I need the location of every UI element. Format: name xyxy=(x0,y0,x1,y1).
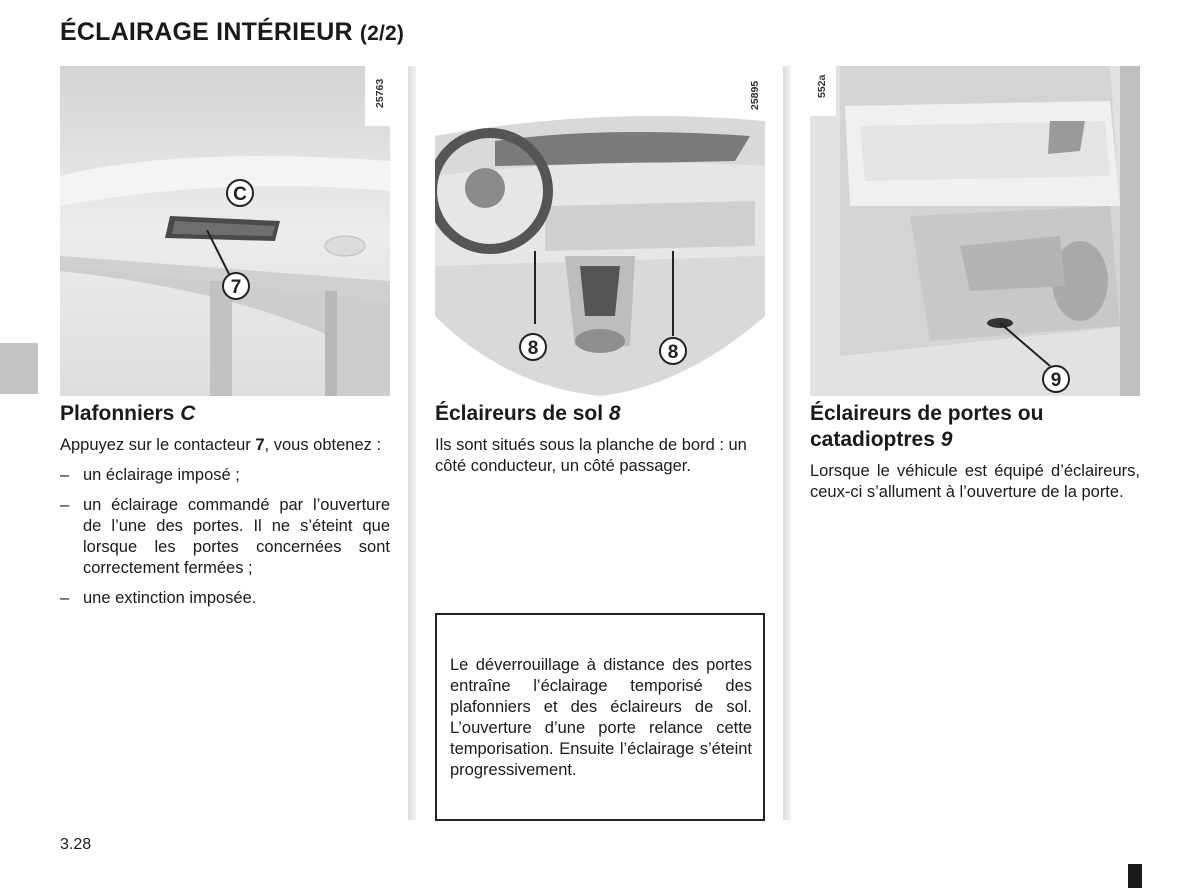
callout-8-label: 8 xyxy=(667,342,679,363)
list-item: – un éclairage commandé par l’ouverture de l’une des portes. Il ne s’éteint que lorsque les portes concernées sont correctement fermées ; xyxy=(60,496,390,577)
chapter-tab-marker xyxy=(0,343,38,394)
figure-reference-code: 25763 xyxy=(374,78,386,108)
section-body-eclaireurs-sol: Ils sont situés sous la planche de bord : un côté conducteur, un côté passager. xyxy=(435,436,747,475)
section-heading-eclaireurs-sol: Éclaireurs de sol 8 xyxy=(435,402,621,425)
figure-reference-code: 25895 xyxy=(749,80,761,110)
intro-paragraph: Appuyez sur le contacteur 7, vous obtenez : xyxy=(60,436,382,454)
section-heading-eclaireurs-portes: Éclaireurs de portes ou catadioptres 9 xyxy=(810,402,1044,451)
figure-reference-code: 552a xyxy=(816,74,828,98)
callout-8-label: 8 xyxy=(527,338,539,359)
section-body-plafonniers xyxy=(60,435,390,609)
figure-open-door xyxy=(810,66,1140,396)
callout-9-label: 9 xyxy=(1050,370,1062,391)
note-box xyxy=(435,613,765,821)
page-title-suffix: (2/2) xyxy=(359,22,405,45)
corner-bar xyxy=(1128,864,1142,888)
section-heading-plafonniers: Plafonniers C xyxy=(60,402,196,425)
page-title-text: ÉCLAIRAGE INTÉRIEUR xyxy=(60,18,353,46)
note-text: Le déverrouillage à distance des portes entraîne l’éclairage temporisé des plafonniers et des éclaireurs de sol. L’ouverture d’une porte relance cette temporisation. Ensuite l’éclairage s’éteint progressivement. xyxy=(450,656,752,779)
callout-7-label: 7 xyxy=(230,277,242,298)
column-separator xyxy=(783,66,791,820)
page-number: 3.28 xyxy=(60,836,92,853)
figure-ceiling-light xyxy=(60,66,390,396)
callout-C-label: C xyxy=(233,184,247,205)
list-item: – une extinction imposée. xyxy=(60,589,257,607)
dash-list xyxy=(60,465,390,609)
page-title xyxy=(60,18,404,47)
list-item: – un éclairage imposé ; xyxy=(60,466,240,484)
section-body-eclaireurs-portes: Lorsque le véhicule est équipé d’éclaireurs, ceux-ci s’allument à l’ouverture de la porte. xyxy=(810,462,1140,501)
figure-dashboard xyxy=(435,66,765,396)
column-separator xyxy=(408,66,416,820)
